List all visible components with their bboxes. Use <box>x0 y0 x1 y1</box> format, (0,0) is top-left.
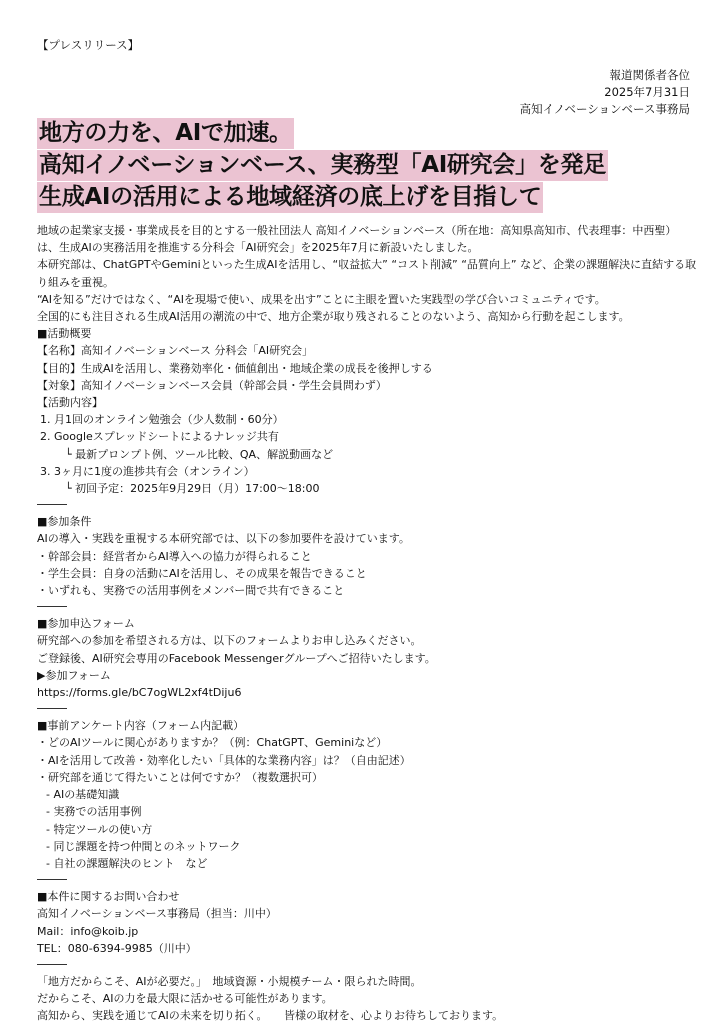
intro-paragraph-2: 本研究部は、ChatGPTやGeminiといった生成AIを活用し、“収益拡大” “コスト削減” “品質向上” など、企業の課題解決に直結する取り組みを重視。 <box>37 258 697 289</box>
closing-line: だからこそ、AIの力を最大限に活かせる可能性があります。 <box>37 992 333 1006</box>
survey-option: - 特定ツールの使い方 <box>46 822 153 836</box>
condition-item: ・幹部会員：経営者からAI導入への協力が得られること <box>37 549 312 563</box>
survey-question: ・研究部を通じて得たいことは何ですか？（複数選択可） <box>37 770 323 784</box>
form-label: ▶参加フォーム <box>37 668 111 682</box>
address-block <box>520 67 690 118</box>
conditions-heading: ■参加条件 <box>37 515 92 529</box>
activity-subitem: └ 初回予定：2025年9月29日（月）17:00〜18:00 <box>65 482 320 496</box>
body-text <box>37 222 697 1025</box>
release-date: 2025年7月31日 <box>604 85 690 99</box>
section-divider <box>37 879 67 880</box>
application-line: ご登録後、AI研究会専用のFacebook Messengerグループへご招待いたします。 <box>37 651 436 665</box>
contact-heading: ■本件に関するお問い合わせ <box>37 890 180 904</box>
intro-paragraph-1: 地域の起業家支援・事業成長を目的とする一般社団法人 高知イノベーションベース（所在地：高知県高知市、代表理事：中西聖）は、生成AIの実務活用を推進する分科会「AI研究会」を2025年7月に新設いたしました。 <box>37 224 677 255</box>
conditions-lead: AIの導入・実践を重視する本研究部では、以下の参加要件を設けています。 <box>37 532 410 546</box>
overview-target: 【対象】高知イノベーションベース会員（幹部会員・学生会員問わず） <box>37 378 387 392</box>
section-divider <box>37 606 67 607</box>
condition-item: ・いずれも、実務での活用事例をメンバー間で共有できること <box>37 584 345 598</box>
activity-item: 3. 3ヶ月に1度の進捗共有会（オンライン） <box>40 464 255 478</box>
headline-line-3: 生成AIの活用による地域経済の底上げを目指して <box>37 182 543 213</box>
survey-option: - 自社の課題解決のヒント など <box>46 856 208 870</box>
overview-purpose: 【目的】生成AIを活用し、業務効率化・価値創出・地域企業の成長を後押しする <box>37 361 433 375</box>
activity-item: 1. 月1回のオンライン勉強会（少人数制・60分） <box>40 413 284 427</box>
form-url-link[interactable]: https://forms.gle/bC7ogWL2xf4tDiju6 <box>37 686 242 700</box>
contact-org: 高知イノベーションベース事務局（担当：川中） <box>37 907 277 921</box>
survey-question: ・どのAIツールに関心がありますか？（例：ChatGPT、Geminiなど） <box>37 736 388 750</box>
overview-heading: ■活動概要 <box>37 327 92 341</box>
recipient: 報道関係者各位 <box>609 68 690 82</box>
activity-subitem: └ 最新プロンプト例、ツール比較、QA、解説動画など <box>65 447 334 461</box>
intro-paragraph-3: “AIを知る”だけではなく、“AIを現場で使い、成果を出す”ことに主眼を置いた実践型の学び合いコミュニティです。 <box>37 292 606 306</box>
intro-paragraph-4: 全国的にも注目される生成AI活用の潮流の中で、地方企業が取り残されることのないよう、高知から行動を起こします。 <box>37 310 630 324</box>
survey-question: ・AIを活用して改善・効率化したい「具体的な業務内容」は？（自由記述） <box>37 753 411 767</box>
application-line: 研究部への参加を希望される方は、以下のフォームよりお申し込みください。 <box>37 634 422 648</box>
headline-line-1: 地方の力を、AIで加速。 <box>37 118 294 149</box>
application-heading: ■参加申込フォーム <box>37 617 135 631</box>
closing-line: 高知から、実践を通じてAIの未来を切り拓く。 皆様の取材を、心よりお待ちしております。 <box>37 1009 504 1023</box>
activities-label: 【活動内容】 <box>37 396 103 410</box>
issuer: 高知イノベーションベース事務局 <box>519 102 690 116</box>
press-release-tag: 【プレスリリース】 <box>37 38 140 52</box>
survey-option: - 実務での活用事例 <box>46 805 142 819</box>
section-divider <box>37 964 67 965</box>
condition-item: ・学生会員：自身の活動にAIを活用し、その成果を報告できること <box>37 566 367 580</box>
survey-heading: ■事前アンケート内容（フォーム内記載） <box>37 719 245 733</box>
headline-line-2: 高知イノベーションベース、実務型「AI研究会」を発足 <box>37 150 608 181</box>
closing-line: 「地方だからこそ、AIが必要だ。」 地域資源・小規模チーム・限られた時間。 <box>37 974 422 988</box>
section-divider <box>37 504 67 505</box>
headline <box>37 118 687 214</box>
contact-mail: Mail：info@koib.jp <box>37 924 139 938</box>
survey-option: - AIの基礎知識 <box>46 788 120 802</box>
overview-name: 【名称】高知イノベーションベース 分科会「AI研究会」 <box>37 344 314 358</box>
activity-item: 2. Googleスプレッドシートによるナレッジ共有 <box>40 430 279 444</box>
contact-tel: TEL：080-6394-9985（川中） <box>37 941 197 955</box>
section-divider <box>37 708 67 709</box>
survey-option: - 同じ課題を持つ仲間とのネットワーク <box>46 839 241 853</box>
